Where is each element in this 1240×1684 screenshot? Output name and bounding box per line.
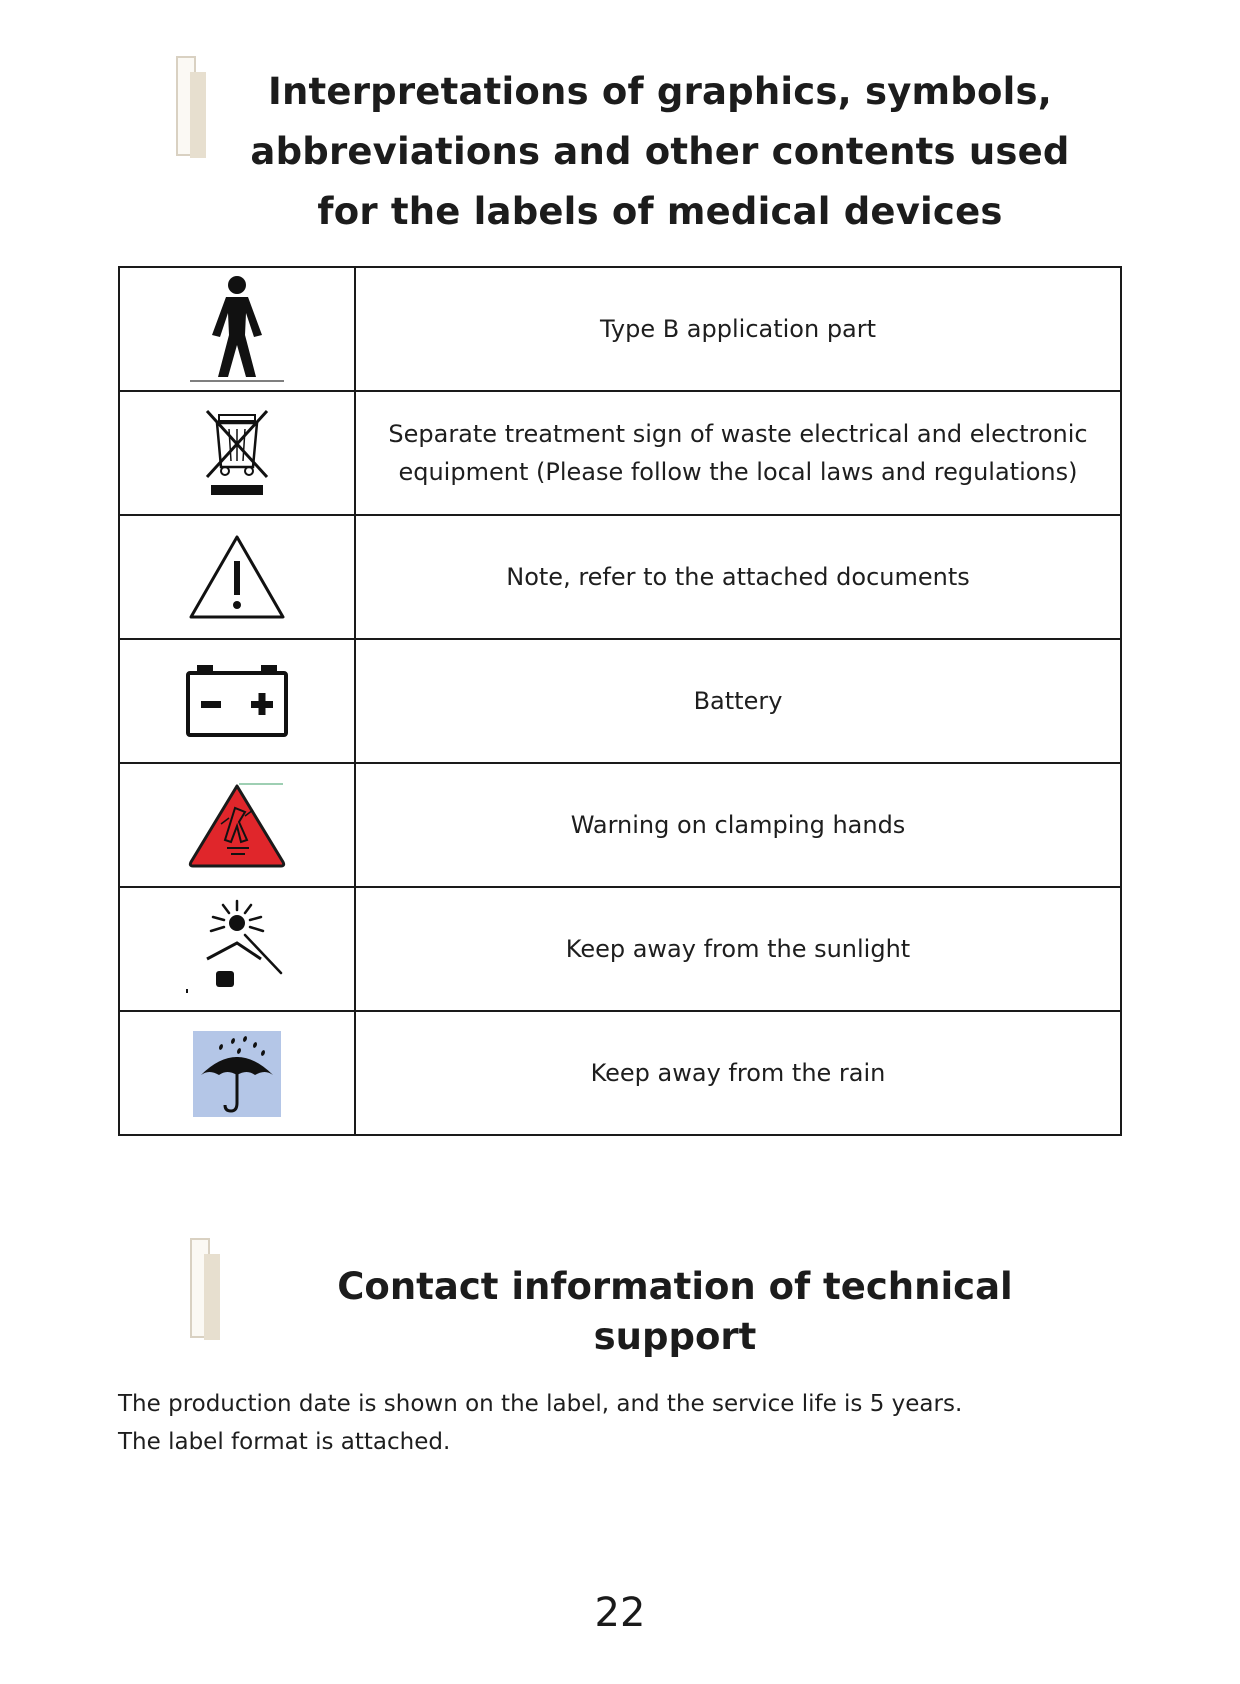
keep-away-sunlight-icon [185, 899, 289, 999]
symbol-description: Type B application part [355, 267, 1121, 391]
weee-crossed-bin-icon [197, 405, 277, 501]
text-line: The production date is shown on the label, and the service life is 5 years. [118, 1391, 963, 1417]
table-row [119, 391, 1121, 515]
symbol-description: Separate treatment sign of waste electrical and electronic equipment (Please follow the local laws and regulations) [355, 391, 1121, 515]
keep-dry-umbrella-icon [191, 1027, 283, 1119]
table-row [119, 639, 1121, 763]
table-row [119, 887, 1121, 1011]
section-marker-2 [190, 1238, 224, 1338]
section-title: Contact information of technical support [337, 1265, 1013, 1358]
symbol-description: Note, refer to the attached documents [355, 515, 1121, 639]
type-b-applied-part-icon [182, 273, 292, 385]
symbol-description: Keep away from the sunlight [355, 887, 1121, 1011]
table-row [119, 267, 1121, 391]
page-title: Interpretations of graphics, symbols, abbreviations and other contents used for the labels of medical devices [250, 70, 1070, 233]
warning-triangle-icon [187, 533, 287, 621]
support-text [118, 1385, 1118, 1461]
symbols-table [118, 266, 1122, 1136]
page-number: 22 [594, 1590, 646, 1636]
symbol-description: Keep away from the rain [355, 1011, 1121, 1135]
text-line: The label format is attached. [118, 1429, 451, 1455]
section-marker-1 [176, 56, 210, 156]
symbol-description: Battery [355, 639, 1121, 763]
symbol-description: Warning on clamping hands [355, 763, 1121, 887]
battery-icon [185, 663, 289, 739]
clamping-hands-warning-icon [187, 782, 287, 868]
table-row [119, 1011, 1121, 1135]
table-row [119, 763, 1121, 887]
table-row [119, 515, 1121, 639]
